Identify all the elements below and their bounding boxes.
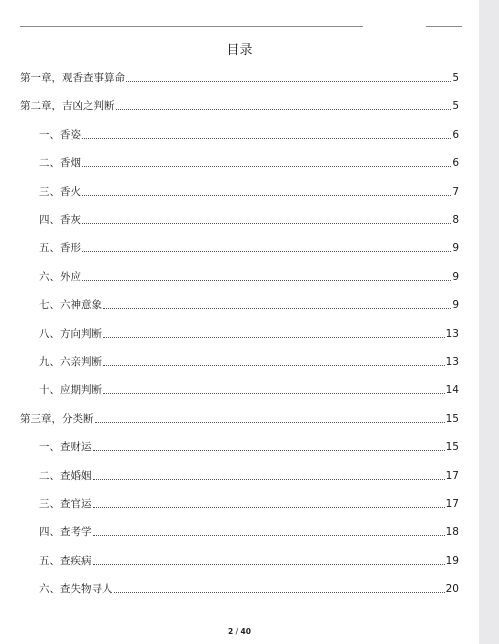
toc-entry-label: 五、香形	[39, 242, 81, 255]
toc-dot-leader	[114, 591, 445, 593]
toc-entry-page-number: 20	[445, 583, 459, 596]
toc-entry[interactable]	[39, 154, 459, 170]
toc-entry-page-number: 6	[452, 157, 459, 170]
toc-entry-label: 八、方向判断	[39, 327, 102, 340]
toc-dot-leader	[103, 364, 445, 366]
toc-entry-page-number: 6	[452, 128, 459, 141]
toc-title: 目录	[226, 43, 253, 58]
header-rule-left	[20, 26, 363, 27]
toc-dot-leader	[82, 165, 451, 167]
toc-entry-label: 二、香烟	[39, 157, 81, 170]
toc-entry-label: 三、查官运	[39, 498, 92, 510]
toc-entry[interactable]	[39, 211, 459, 227]
toc-dot-leader	[93, 506, 445, 508]
toc-entry-label: 五、查疾病	[39, 554, 92, 567]
toc-entry-page-number: 5	[452, 100, 459, 113]
toc-dot-leader	[82, 137, 451, 139]
toc-dot-leader	[82, 194, 451, 196]
toc-dot-leader	[116, 108, 452, 110]
toc-entry-page-number: 17	[445, 469, 459, 482]
toc-entry[interactable]	[39, 268, 459, 284]
toc-entry[interactable]	[39, 580, 459, 596]
toc-entry[interactable]	[39, 381, 459, 397]
toc-dot-leader	[82, 250, 451, 252]
toc-entry-page-number: 9	[452, 299, 459, 312]
toc-entry-page-number: 5	[452, 72, 459, 84]
toc-entry[interactable]	[39, 552, 459, 568]
toc-entry[interactable]	[39, 438, 459, 454]
total-page-count: 40	[240, 627, 251, 636]
toc-entry-label: 四、香灰	[39, 214, 81, 226]
toc-entry[interactable]	[39, 183, 459, 199]
toc-dot-leader	[93, 478, 445, 480]
toc-dot-leader	[93, 534, 445, 536]
toc-entry[interactable]	[39, 467, 459, 483]
toc-entry-label: 十、应期判断	[39, 384, 102, 397]
current-page-number: 2	[228, 627, 234, 636]
toc-entry-label: 一、查财运	[39, 441, 92, 454]
toc-entry-label: 四、查考学	[39, 526, 92, 539]
toc-entry-label: 第一章，观香查事算命	[20, 72, 125, 84]
toc-entry-label: 六、查失物寻人	[39, 583, 113, 596]
toc-entry-label: 一、香姿	[39, 128, 81, 141]
toc-entry-page-number: 15	[445, 441, 459, 454]
toc-entry-page-number: 19	[445, 554, 459, 567]
toc-dot-leader	[82, 279, 451, 281]
toc-entry-page-number: 9	[452, 242, 459, 255]
toc-entry-page-number: 13	[445, 327, 459, 340]
toc-entry[interactable]	[39, 495, 459, 511]
toc-dot-leader	[103, 307, 451, 309]
toc-entry-label: 九、六亲判断	[39, 356, 102, 368]
toc-dot-leader	[95, 421, 445, 423]
toc-dot-leader	[126, 80, 451, 82]
toc-dot-leader	[103, 392, 445, 394]
page-separator: /	[235, 627, 239, 636]
toc-entry-page-number: 8	[452, 214, 459, 226]
toc-entry-page-number: 15	[445, 412, 459, 425]
toc-dot-leader	[103, 336, 445, 338]
toc-entry-label: 二、查婚姻	[39, 469, 92, 482]
toc-dot-leader	[93, 563, 445, 565]
toc-entry-label: 第三章，分类断	[20, 412, 94, 425]
toc-entry-page-number: 13	[445, 356, 459, 368]
toc-entry[interactable]	[39, 239, 459, 255]
toc-dot-leader	[93, 449, 445, 451]
toc-entry[interactable]	[39, 126, 459, 142]
toc-entry-page-number: 17	[445, 498, 459, 510]
header-rule-right	[426, 26, 462, 27]
toc-entry-page-number: 9	[452, 270, 459, 283]
toc-entry-page-number: 7	[452, 185, 459, 198]
toc-entry-page-number: 18	[445, 526, 459, 539]
toc-entry-label: 第二章，吉凶之判断	[20, 100, 115, 113]
toc-entry[interactable]	[20, 69, 459, 85]
toc-entry[interactable]	[39, 325, 459, 341]
toc-dot-leader	[82, 222, 451, 224]
toc-entry-label: 三、香火	[39, 185, 81, 198]
toc-entry-label: 七、六神意象	[39, 299, 102, 312]
toc-entry-page-number: 14	[445, 384, 459, 397]
toc-entry-label: 六、外应	[39, 270, 81, 283]
toc-entry[interactable]	[39, 353, 459, 369]
page-indicator	[0, 627, 479, 636]
toc-entry[interactable]	[20, 97, 459, 113]
toc-entry[interactable]	[39, 523, 459, 539]
toc-entry[interactable]	[39, 296, 459, 312]
toc-entry[interactable]	[20, 410, 459, 426]
